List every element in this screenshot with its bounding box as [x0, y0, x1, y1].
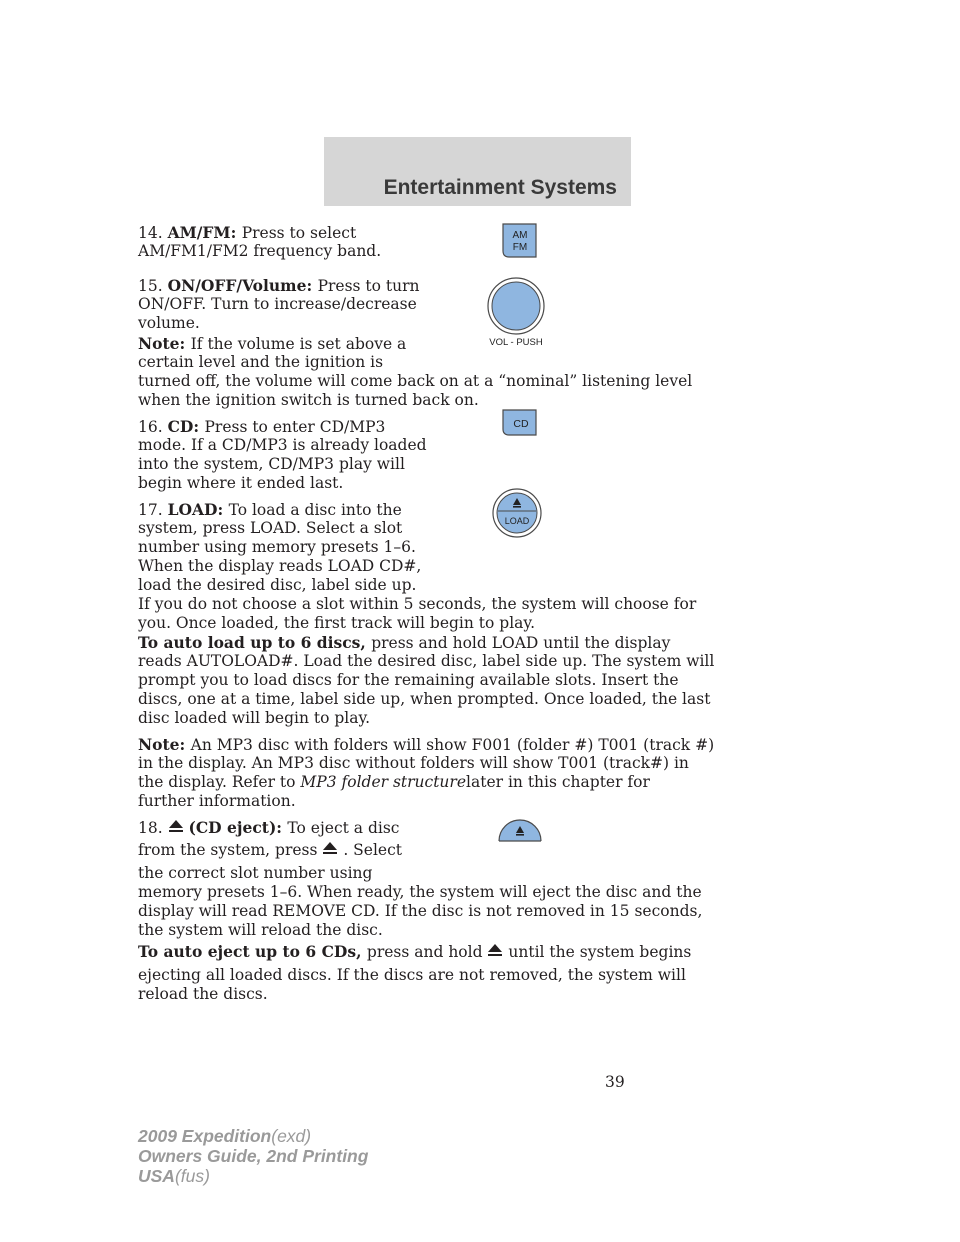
item-eject-line6: the system will reload the disc.	[138, 921, 383, 939]
amfm-button-top-label: AM	[512, 230, 528, 241]
eject-icon	[487, 943, 503, 957]
page-number: 39	[605, 1073, 625, 1091]
item-autoload: To auto load up to 6 discs, press and hold LOAD until the display	[138, 633, 671, 652]
note-volume: Note: If the volume is set above a	[138, 334, 407, 353]
item-cd-line3: into the system, CD/MP3 play will	[138, 455, 405, 473]
item-onoff-line3: volume.	[138, 314, 200, 332]
cd-button-label: CD	[513, 418, 529, 430]
item-autoload-line2: reads AUTOLOAD#. Load the desired disc, label side up. The system will	[138, 652, 715, 670]
note-mp3-line2: in the display. An MP3 disc without folders will show T001 (track#) in	[138, 754, 689, 772]
eject-icon	[322, 841, 338, 855]
note-mp3-line3: the display. Refer to MP3 folder structurelater in this chapter for	[138, 773, 650, 791]
note-mp3: Note: An MP3 disc with folders will show F001 (folder #) T001 (track #)	[138, 735, 715, 754]
item-eject: 18. (CD eject): To eject a disc	[138, 818, 400, 837]
item-eject-line4: memory presets 1–6. When ready, the system will eject the disc and the	[138, 883, 702, 901]
volume-knob-icon	[482, 276, 552, 348]
item-load-line3: number using memory presets 1–6.	[138, 538, 416, 556]
item-onoff-line2: ON/OFF. Turn to increase/decrease	[138, 295, 417, 313]
mp3-folder-structure-ref: MP3 folder structure	[300, 773, 467, 791]
item-autoload-line4: discs, one at a time, label side up, when prompted. Once loaded, the last	[138, 690, 711, 708]
item-eject-line3: the correct slot number using	[138, 864, 373, 882]
note-volume-line2: certain level and the ignition is	[138, 353, 384, 371]
header-band	[324, 137, 631, 206]
item-eject-line5: display will read REMOVE CD. If the disc is not removed in 15 seconds,	[138, 902, 703, 920]
item-eject-line2: from the system, press . Select	[138, 841, 402, 859]
item-load-line7: you. Once loaded, the first track will begin to play.	[138, 614, 536, 632]
item-autoload-line3: prompt you to load discs for the remaining available slots. Insert the	[138, 671, 679, 689]
load-button-label: LOAD	[504, 516, 530, 526]
volume-knob-label: VOL - PUSH	[489, 337, 543, 348]
item-load-line5: load the desired disc, label side up.	[138, 576, 417, 594]
item-cd-line2: mode. If a CD/MP3 is already loaded	[138, 436, 427, 454]
item-cd-line4: begin where it ended last.	[138, 474, 344, 492]
item-autoload-line5: disc loaded will begin to play.	[138, 709, 371, 727]
item-autoeject-line2: ejecting all loaded discs. If the discs are not removed, the system will	[138, 966, 686, 984]
item-autoeject: To auto eject up to 6 CDs, press and hold until the system begins	[138, 942, 692, 961]
amfm-button-bottom-label: FM	[512, 242, 528, 253]
load-button-icon	[491, 487, 543, 539]
note-mp3-line4: further information.	[138, 792, 296, 810]
item-cd: 16. CD: Press to enter CD/MP3	[138, 417, 386, 436]
item-amfm: 14. AM/FM: Press to select	[138, 223, 357, 242]
item-load-line2: system, press LOAD. Select a slot	[138, 519, 403, 537]
eject-button-icon	[497, 817, 543, 843]
item-load: 17. LOAD: To load a disc into the	[138, 500, 402, 519]
eject-icon	[168, 819, 184, 833]
footer: 2009 Expedition(exd) Owners Guide, 2nd Printing USA(fus)	[138, 1126, 369, 1186]
item-load-line4: When the display reads LOAD CD#,	[138, 557, 422, 575]
section-title: Entertainment Systems	[383, 176, 617, 199]
item-load-line6: If you do not choose a slot within 5 seconds, the system will choose for	[138, 595, 697, 613]
item-amfm-line2: AM/FM1/FM2 frequency band.	[138, 242, 382, 260]
note-volume-line4: when the ignition switch is turned back on.	[138, 391, 479, 409]
item-autoeject-line3: reload the discs.	[138, 985, 268, 1003]
amfm-button-icon	[500, 223, 538, 259]
note-volume-line3: turned off, the volume will come back on at a “nominal” listening level	[138, 372, 693, 390]
cd-button-icon	[500, 409, 538, 437]
item-onoff: 15. ON/OFF/Volume: Press to turn	[138, 276, 420, 295]
